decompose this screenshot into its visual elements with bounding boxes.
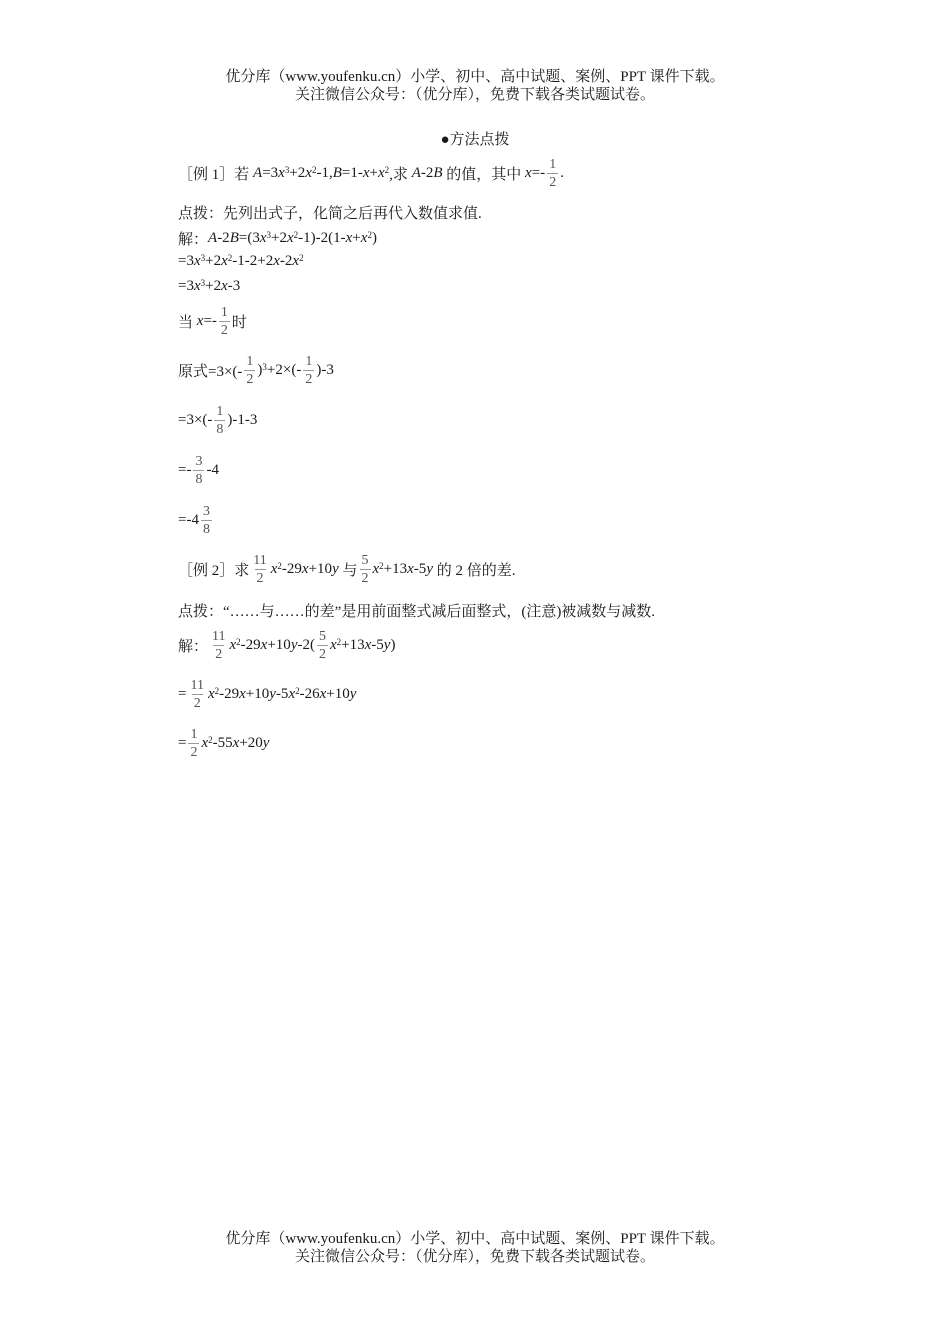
- page-header-line2: 关注微信公众号：（优分库），免费下载各类试题试卷。: [294, 87, 655, 103]
- fraction-eleven-halves: $\frac{11}{2}$: [212, 629, 226, 662]
- example2-solution-step3: = $\frac{1}{2}$ x $^2$ -55 x +20 y: [178, 727, 270, 760]
- fraction-three-eighths: $\frac{3}{8}$: [202, 504, 210, 537]
- page-footer-line2: 关注微信公众号：（优分库），免费下载各类试题试卷。: [294, 1249, 655, 1265]
- example1-solution-step1: 解： A -2 B =(3 x $^3$ +2 x $^2$ -1)-2(1- x + x $^2$ ): [178, 229, 377, 248]
- example1-step-three-eighths: =- $\frac{3}{8}$ -4: [178, 454, 219, 487]
- example1-question-tail: 的值，其中: [446, 167, 522, 183]
- fraction-one-half: $\frac{1}{2}$: [246, 354, 254, 387]
- example2-question: ［例 2］求 $\frac{11}{2}$ x $^2$ -29 x +10 y 与 $\frac{5}{2}$ x $^2$ +13 x -5 y 的 2 倍的差.: [178, 553, 516, 586]
- page-header-line1: 优分库（www.youfenku.cn）小学、初中、高中试题、案例、PPT 课件下载。: [225, 69, 725, 85]
- example1-question: ［例 1］若 A =3 x $^3$ +2 x $^2$ -1, B =1- x + x $^2$ ,求 A -2 B 的值，其中 x =- $\frac{1}{2}$ .: [178, 157, 564, 190]
- example2-hint: 点拨：“……与……的差”是用前面整式减后面整式，(注意)被减数与减数.: [178, 604, 656, 620]
- example1-solution-step2: =3 x $^3$ +2 x $^2$ -1-2+2 x -2 x $^2$: [178, 252, 304, 269]
- example1-hint: 点拨：先列出式子，化简之后再代入数值求值.: [178, 206, 482, 222]
- fraction-one-half: $\frac{1}{2}$: [549, 157, 557, 190]
- example1-solution-step3: =3 x $^3$ +2 x -3: [178, 277, 241, 294]
- fraction-five-halves: $\frac{5}{2}$: [318, 629, 326, 662]
- example1-result: =-4 $\frac{3}{8}$: [178, 504, 210, 537]
- fraction-eleven-halves: $\frac{11}{2}$: [253, 553, 267, 586]
- fraction-one-half: $\frac{1}{2}$: [305, 354, 313, 387]
- fraction-five-halves: $\frac{5}{2}$: [361, 553, 369, 586]
- example1-substitution: 原式=3×(- $\frac{1}{2}$ ) $^3$ +2×(- $\frac{1}{2}$ )-3: [178, 354, 334, 387]
- fraction-one-eighth: $\frac{1}{8}$: [216, 404, 224, 437]
- example2-label: ［例 2］求: [178, 563, 250, 579]
- page-footer-line1: 优分库（www.youfenku.cn）小学、初中、高中试题、案例、PPT 课件下载。: [225, 1231, 725, 1247]
- fraction-three-eighths: $\frac{3}{8}$: [195, 454, 203, 487]
- example1-label: ［例 1］若: [178, 167, 250, 183]
- fraction-one-half: $\frac{1}{2}$: [220, 305, 228, 338]
- example2-solution-step2: = $\frac{11}{2}$ x $^2$ -29 x +10 y -5 x $^2$ -26 x +10 y: [178, 678, 357, 711]
- example1-step-eighth: =3×(- $\frac{1}{8}$ )-1-3: [178, 404, 258, 437]
- fraction-one-half: $\frac{1}{2}$: [190, 727, 198, 760]
- example2-solution-step1: 解： $\frac{11}{2}$ x $^2$ -29 x +10 y -2( $\frac{5}{2}$ x $^2$ +13 x -5 y ): [178, 629, 396, 662]
- example1-when: 当 x =- $\frac{1}{2}$ 时: [178, 305, 247, 338]
- section-title: ●方法点拨: [440, 132, 510, 148]
- fraction-eleven-halves: $\frac{11}{2}$: [190, 678, 204, 711]
